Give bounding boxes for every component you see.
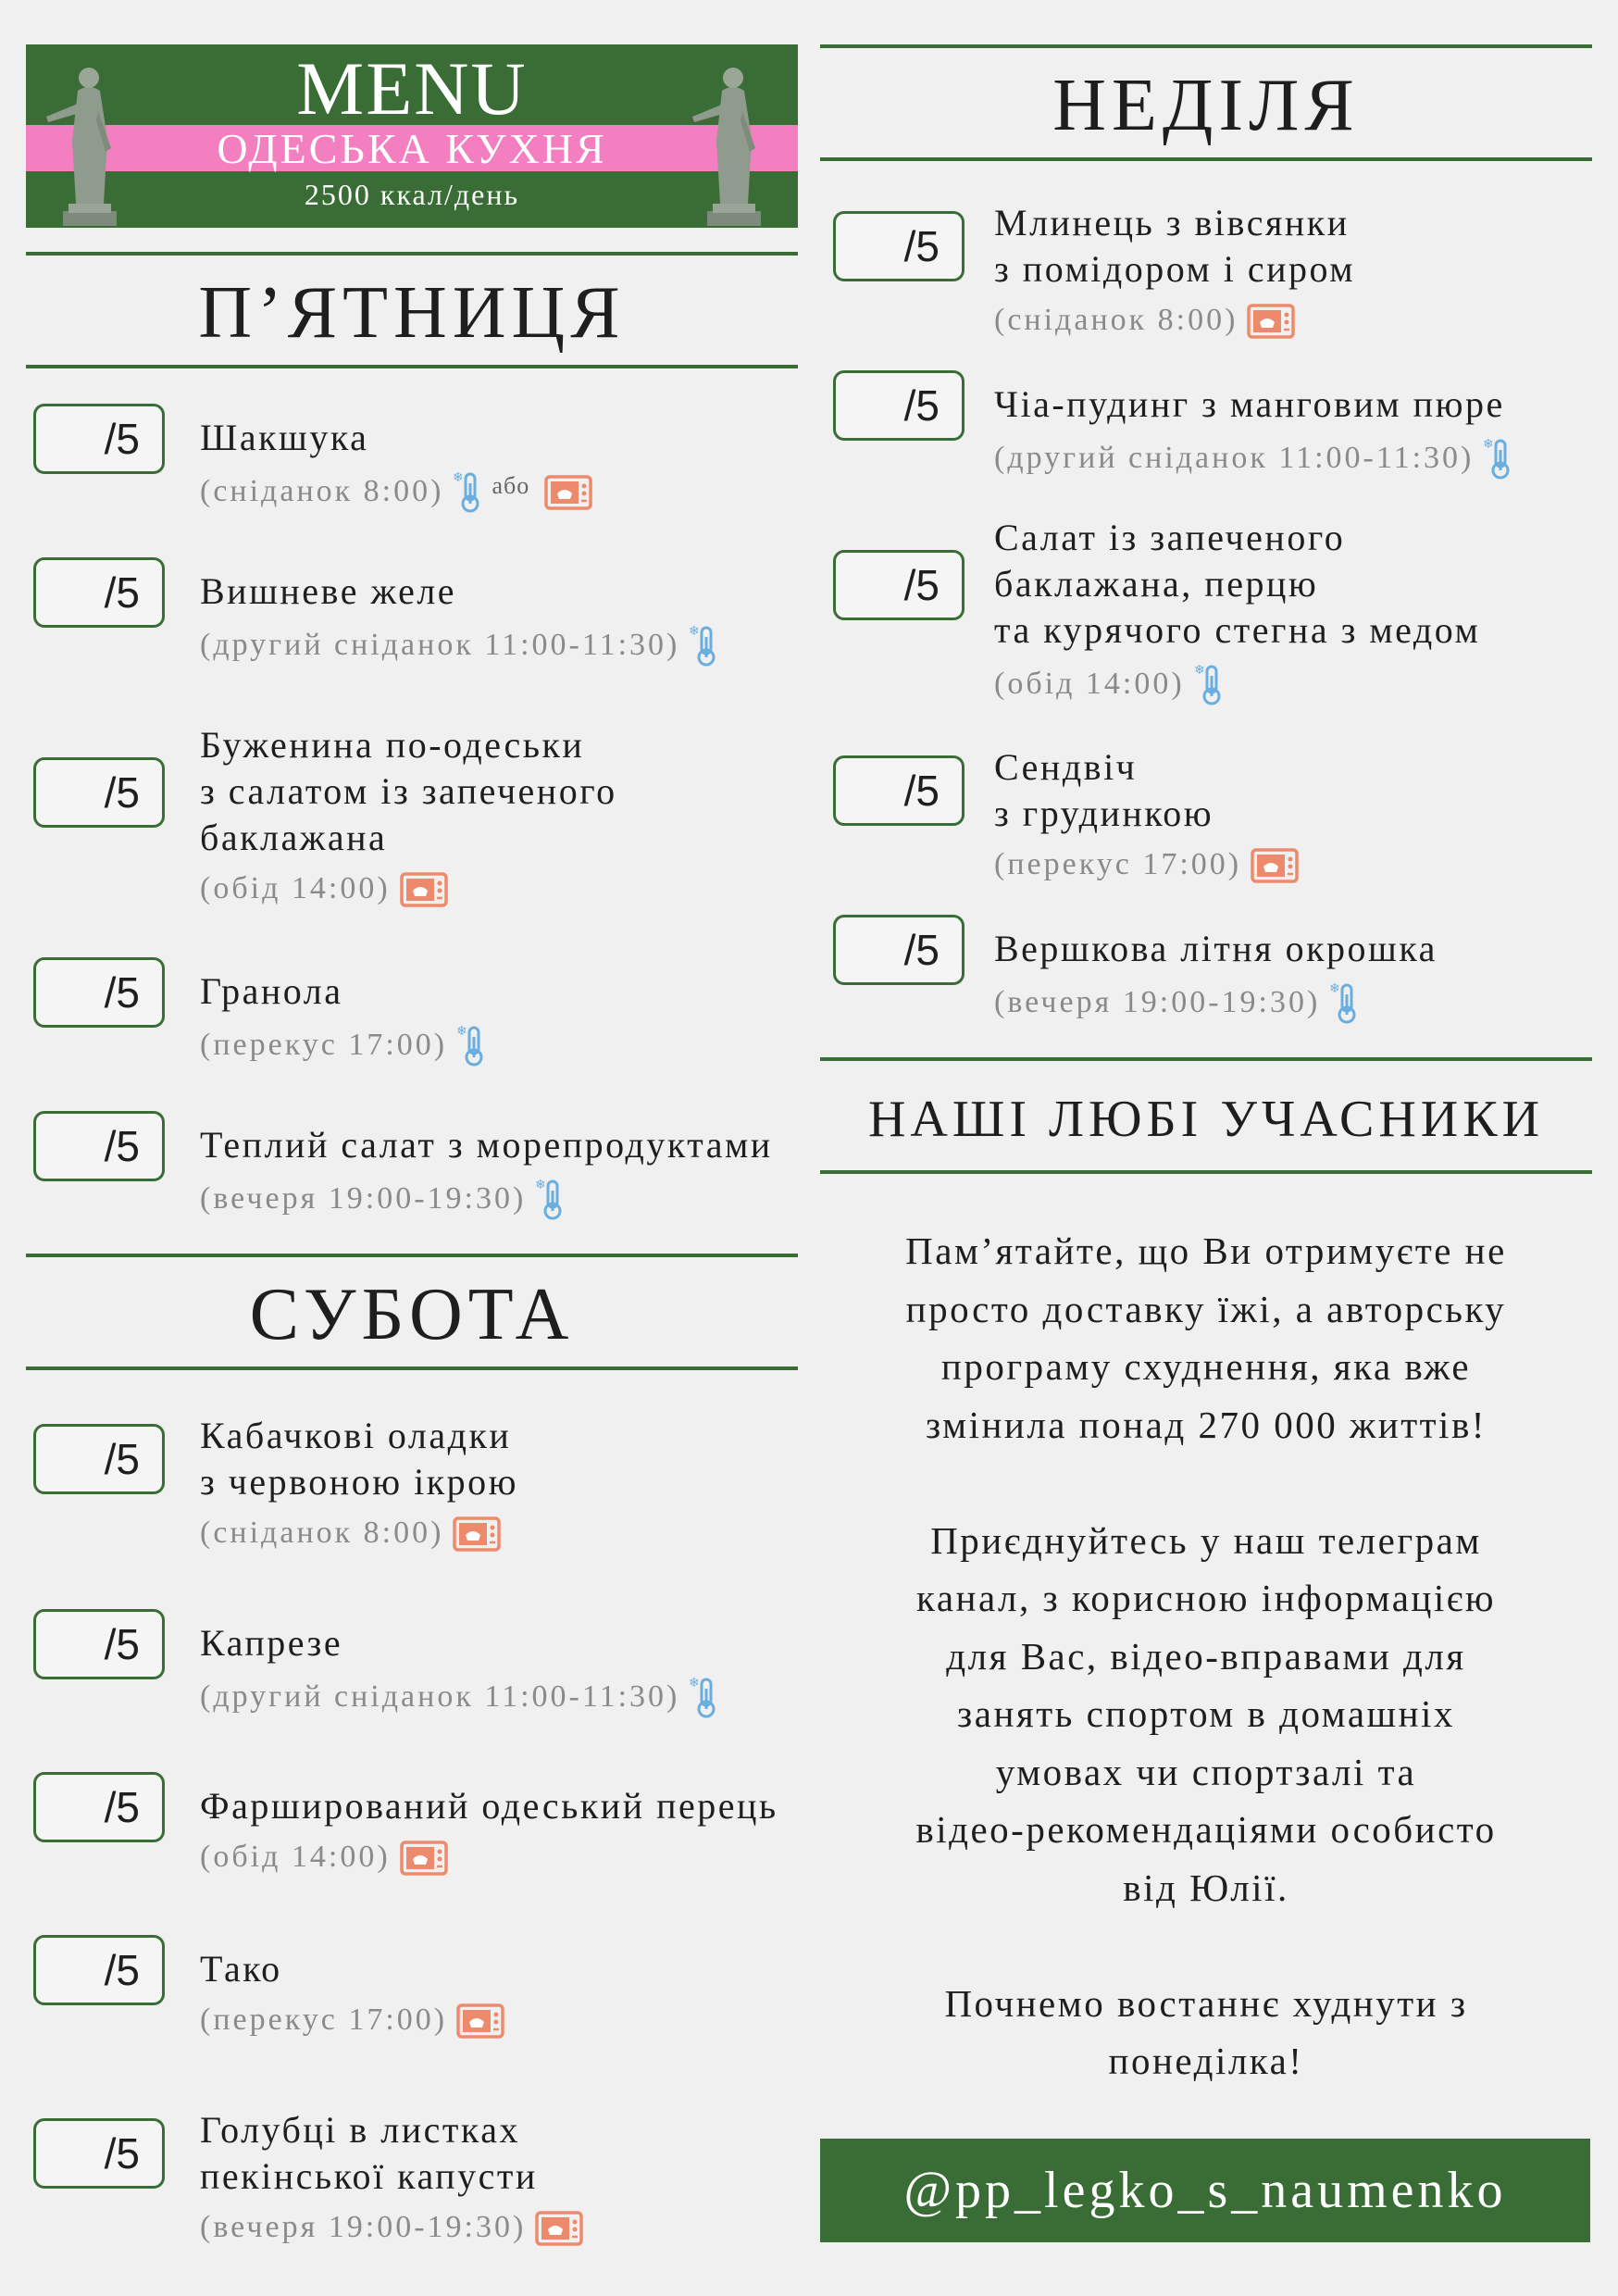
thermometer-icon [1329, 981, 1361, 1024]
meal-time [200, 2002, 504, 2039]
microwave-icon [400, 870, 448, 907]
dish-name: Вершкова літня окрошка [994, 928, 1438, 969]
dish-name: баклажана [200, 817, 388, 858]
dish-name: Чіа-пудинг з манговим пюре [994, 383, 1505, 425]
divider [26, 252, 798, 256]
divider [820, 1057, 1592, 1061]
thermometer-icon [453, 470, 484, 513]
svg-text:❄: ❄ [689, 1676, 703, 1691]
rating-box[interactable]: /5 [833, 755, 965, 826]
rating-box[interactable]: /5 [33, 1111, 165, 1181]
thermometer-icon [456, 1024, 488, 1067]
kcal-label: 2500 ккал/день [304, 178, 520, 211]
svg-text:❄: ❄ [453, 470, 467, 485]
dish-name: Голубці в листках [200, 2109, 520, 2151]
participants-line: канал, з корисною інформацією [916, 1577, 1496, 1619]
participants-line: відео-рекомендаціями особисто [915, 1808, 1497, 1851]
participants-title: НАШІ ЛЮБІ УЧАСНИКИ [867, 1091, 1545, 1148]
divider [820, 1170, 1592, 1174]
svg-text:❄: ❄ [1483, 437, 1498, 452]
dish-name: з грудинкою [994, 792, 1214, 834]
dish-name: Капрезе [200, 1622, 343, 1664]
participants-line: для Вас, відео-вправами для [946, 1634, 1466, 1678]
day-title-saturday: СУБОТА [249, 1274, 575, 1355]
meal-time [994, 437, 1514, 480]
dish-name: з помідором і сиром [994, 248, 1356, 290]
rating-box[interactable]: /5 [833, 211, 965, 281]
divider [820, 44, 1592, 48]
dish-name: Гранола [200, 970, 343, 1012]
dish-name: з червоною ікрою [200, 1461, 519, 1503]
cuisine-title: ОДЕСЬКА КУХНЯ [217, 125, 607, 172]
participants-line: понеділка! [1108, 2040, 1304, 2082]
rating-box[interactable]: /5 [33, 1935, 165, 2005]
dish-name: Вишневе желе [200, 570, 457, 612]
meal-time-label: (другий сніданок 11:00-11:30) [200, 1679, 680, 1714]
meal-time [994, 981, 1361, 1024]
rating-box[interactable]: /5 [833, 550, 965, 620]
participants-line: Приєднуйтесь у наш телеграм [930, 1518, 1482, 1562]
meal-time [994, 663, 1226, 705]
meal-time-label: (перекус 17:00) [200, 1028, 448, 1062]
rating-box[interactable]: /5 [33, 404, 165, 474]
rating-box[interactable]: /5 [33, 1609, 165, 1679]
svg-text:❄: ❄ [535, 1178, 550, 1192]
rating-box[interactable]: /5 [33, 1424, 165, 1494]
meal-time [200, 1839, 448, 1876]
meal-time-label: (другий сніданок 11:00-11:30) [200, 628, 680, 662]
day-title-friday: П’ЯТНИЦЯ [198, 272, 626, 354]
meal-time-label: (вечеря 19:00-19:30) [200, 1181, 527, 1216]
dish-name: Сендвіч [994, 746, 1138, 788]
meal-time [200, 1178, 566, 1220]
dish-name: з салатом із запеченого [200, 770, 617, 812]
meal-time [200, 1515, 501, 1552]
participants-text [820, 1222, 1592, 2090]
meal-time [994, 302, 1295, 339]
meal-time [200, 470, 592, 513]
rating-box[interactable]: /5 [33, 2118, 165, 2189]
microwave-icon [400, 1839, 448, 1876]
meal-time [200, 624, 720, 667]
thermometer-icon [1483, 437, 1514, 480]
participants-line: від Юлії. [1123, 1866, 1289, 1909]
meal-time-label: (перекус 17:00) [200, 2003, 448, 2037]
microwave-icon [535, 2209, 583, 2246]
day-title-sunday: НЕДІЛЯ [1052, 65, 1360, 146]
meal-time [200, 870, 448, 907]
dish-name: Салат із запеченого [994, 517, 1346, 558]
rating-box[interactable]: /5 [33, 1772, 165, 1842]
svg-text:❄: ❄ [1193, 663, 1208, 678]
participants-line: занять спортом в домашніх [957, 1692, 1455, 1735]
microwave-icon [544, 473, 592, 510]
meal-time-label: (обід 14:00) [200, 871, 391, 905]
meal-time-label: (сніданок 8:00) [200, 1516, 444, 1550]
participants-line: просто доставку їжі, а авторську [905, 1287, 1507, 1330]
meal-time-label: (обід 14:00) [200, 1840, 391, 1874]
dish-name: Кабачкові оладки [200, 1415, 512, 1456]
telegram-handle-link[interactable]: @pp_legko_s_naumenko [820, 2139, 1590, 2242]
rating-box[interactable]: /5 [833, 915, 965, 985]
divider [820, 157, 1592, 161]
thermometer-icon [689, 624, 720, 667]
thermometer-icon [1194, 663, 1226, 705]
rating-box[interactable]: /5 [33, 557, 165, 628]
participants-line: Пам’ятайте, що Ви отримуєте не [905, 1229, 1507, 1272]
divider [26, 1366, 798, 1370]
dish-name: Буженина по-одеськи [200, 724, 585, 766]
meal-time-label: (обід 14:00) [994, 667, 1185, 701]
participants-line: змінила понад 270 000 життів! [926, 1403, 1487, 1446]
meal-time-label: (сніданок 8:00) [994, 303, 1238, 337]
meal-time-label: (вечеря 19:00-19:30) [994, 985, 1321, 1019]
dish-name: та курячого стегна з медом [994, 609, 1481, 651]
meal-time-label: (перекус 17:00) [994, 847, 1242, 881]
dish-name: баклажана, перцю [994, 563, 1319, 605]
participants-line: умовах чи спортзалі та [995, 1750, 1417, 1793]
dish-name: Фарширований одеський перець [200, 1785, 778, 1827]
thermometer-icon [689, 1676, 720, 1718]
meal-time-label: (вечеря 19:00-19:30) [200, 2210, 527, 2244]
participants-line: програму схуднення, яка вже [940, 1345, 1472, 1388]
svg-text:❄: ❄ [456, 1024, 470, 1039]
menu-banner [26, 44, 798, 228]
rating-box[interactable]: /5 [833, 370, 965, 441]
divider [26, 365, 798, 368]
microwave-icon [453, 1515, 501, 1552]
thermometer-icon [535, 1178, 566, 1220]
or-label: або [492, 472, 530, 499]
meal-time [200, 1024, 488, 1067]
svg-text:❄: ❄ [1329, 981, 1344, 996]
microwave-icon [456, 2002, 504, 2039]
participants-line: Почнемо востаннє худнути з [944, 1981, 1468, 2025]
rating-box[interactable]: /5 [33, 957, 165, 1028]
meal-time-label: (другий сніданок 11:00-11:30) [994, 441, 1475, 475]
svg-text:❄: ❄ [689, 624, 703, 639]
rating-box[interactable]: /5 [33, 757, 165, 828]
divider [26, 1254, 798, 1257]
dish-name: Млинець з вівсянки [994, 202, 1350, 243]
microwave-icon [1251, 846, 1299, 883]
microwave-icon [1247, 302, 1295, 339]
dish-name: Тако [200, 1948, 282, 1990]
meal-time-label: (сніданок 8:00) [200, 474, 444, 508]
meal-time [200, 2209, 583, 2246]
meal-time [200, 1676, 720, 1718]
dish-name: Теплий салат з морепродуктами [200, 1124, 773, 1166]
menu-title: MENU [296, 46, 528, 131]
dish-name: Шакшука [200, 417, 369, 458]
meal-time [994, 846, 1299, 883]
dish-name: пекінської капусти [200, 2155, 538, 2197]
